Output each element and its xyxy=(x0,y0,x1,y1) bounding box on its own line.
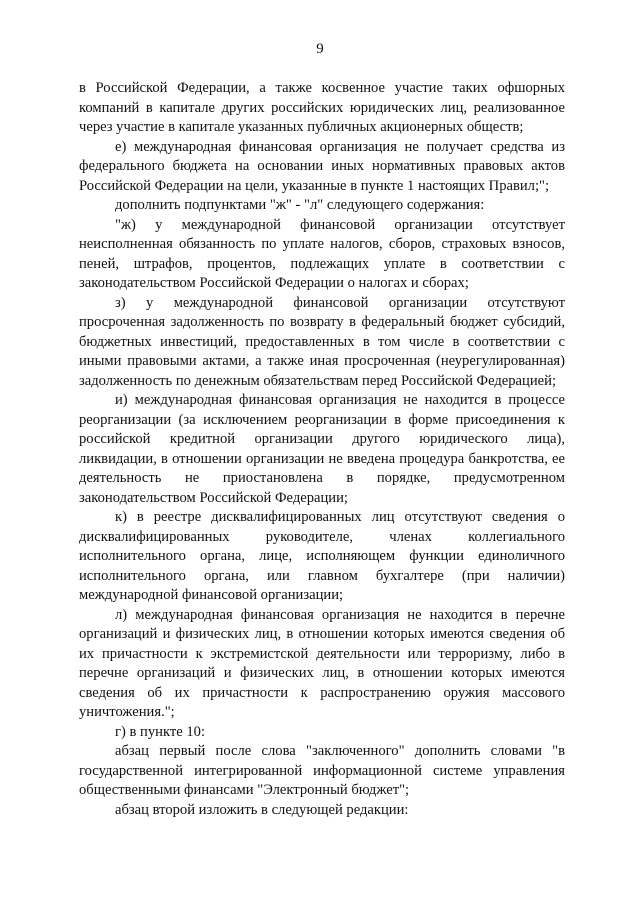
paragraph-8: г) в пункте 10: xyxy=(115,723,205,740)
paragraph-0: в Российской Федерации, а также косвенное участие таких офшорных компаний в капитале других российских юридических лиц, реализованное через участие в капитале указанных публичных акционерных обществ; xyxy=(79,80,565,135)
page-number: 9 xyxy=(316,41,324,57)
paragraph-5: и) международная финансовая организация не находится в процессе реорганизации (за исключением реорганизации в форме присоединения к российской кредитной организации другого юридического лица), ликвидации, в отношении организации не введена процедура банкротства, ее деятельность не приостановлена в порядке, предусмотренном законодательством Российской Федерации; xyxy=(79,392,565,506)
paragraph-6: к) в реестре дисквалифицированных лиц отсутствуют сведения о дисквалифицированных руководителе, членах коллегиального исполнительного органа, лице, исполняющем функции единоличного исполнительного органа, или главном бухгалтере (при наличии) международной финансовой организации; xyxy=(79,509,565,603)
paragraph-9: абзац первый после слова "заключенного" дополнить словами "в государственной интегрированной информационной системе управления общественными финансами "Электронный бюджет"; xyxy=(79,743,565,798)
paragraph-4: з) у международной финансовой организации отсутствуют просроченная задолженность по возврату в федеральный бюджет субсидий, бюджетных инвестиций, предоставленных в том числе в соответствии с иными правовыми актами, а также иная просроченная (неурегулированная) задолженность по денежным обязательствам перед Российской Федерацией; xyxy=(79,294,565,389)
paragraph-3: "ж) у международной финансовой организации отсутствует неисполненная обязанность по уплате налогов, сборов, страховых взносов, пеней, штрафов, процентов, подлежащих уплате в соответствии с законодательством Российской Федерации о налогах и сборах; xyxy=(79,216,565,291)
document-body xyxy=(79,79,565,820)
paragraph-7: л) международная финансовая организация не находится в перечне организаций и физических лиц, в отношении которых имеются сведения об их причастности к экстремистской деятельности или терроризму, либо в перечне организаций и физических лиц, в отношении которых имеются сведения об их причастности к распространению оружия массового уничтожения."; xyxy=(79,606,565,720)
paragraph-1: е) международная финансовая организация не получает средства из федерального бюджета на основании иных нормативных правовых актов Российской Федерации на цели, указанные в пункте 1 настоящих Правил;"; xyxy=(79,138,565,194)
paragraph-10: абзац второй изложить в следующей редакции: xyxy=(115,801,409,818)
paragraph-2: дополнить подпунктами "ж" - "л" следующего содержания: xyxy=(115,197,485,213)
